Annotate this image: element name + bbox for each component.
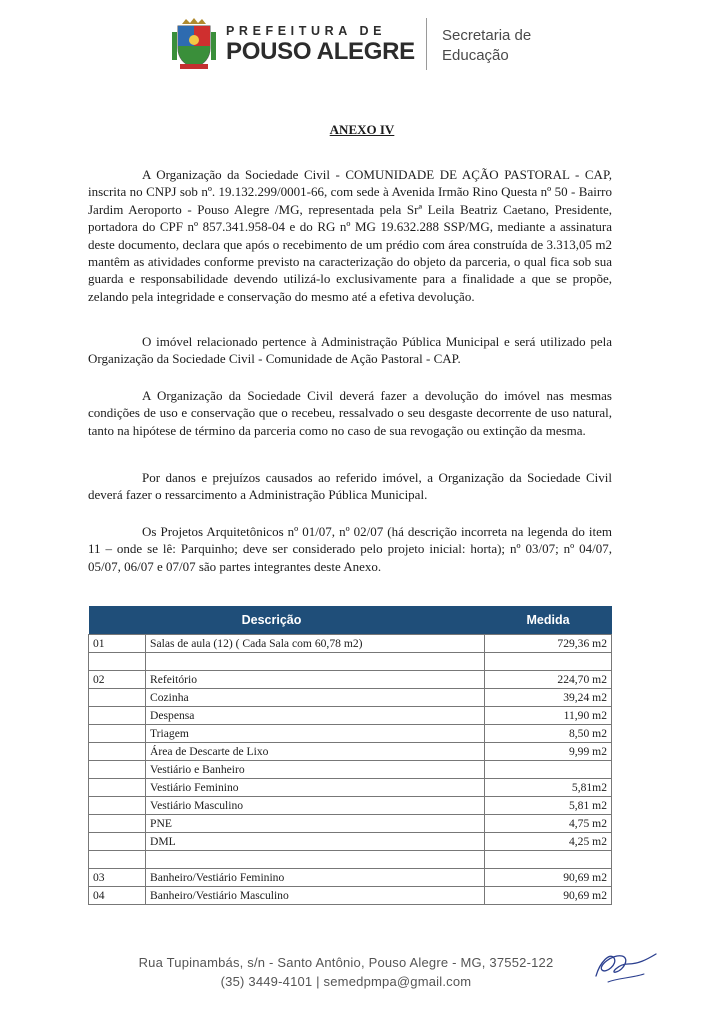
row-description: Banheiro/Vestiário Feminino	[146, 869, 485, 887]
row-number: 04	[89, 887, 146, 905]
row-measure: 224,70 m2	[485, 671, 612, 689]
row-description: Despensa	[146, 707, 485, 725]
document-title: ANEXO IV	[329, 122, 395, 137]
row-measure: 8,50 m2	[485, 725, 612, 743]
area-table	[88, 606, 612, 905]
row-description	[146, 653, 485, 671]
row-number: 02	[89, 671, 146, 689]
table-row	[89, 833, 612, 851]
row-measure: 729,36 m2	[485, 635, 612, 653]
row-description	[146, 851, 485, 869]
table-row	[89, 671, 612, 689]
row-number: 03	[89, 869, 146, 887]
table-row	[89, 725, 612, 743]
row-number	[89, 707, 146, 725]
prefeitura-label: PREFEITURA DE	[226, 24, 387, 38]
row-description: Vestiário Masculino	[146, 797, 485, 815]
row-measure: 39,24 m2	[485, 689, 612, 707]
coat-of-arms-icon	[172, 18, 216, 70]
row-description: DML	[146, 833, 485, 851]
row-measure: 9,99 m2	[485, 743, 612, 761]
table-row	[89, 707, 612, 725]
row-number	[89, 851, 146, 869]
paragraph-declaration: A Organização da Sociedade Civil - COMUNIDADE DE AÇÃO PASTORAL - CAP, inscrita no CNPJ sob nº. 19.132.299/0001-66, com sede à Avenida Irmão Rino Questa nº 50 - Bairro Jardim Aeroporto - Pouso Alegre /MG, representada pela Srª Leila Beatriz Caetano, Presidente, portadora do CPF nº 857.341.958-04 e do RG nº MG 19.632.288 SSP/MG, mediante a assinatura deste documento, declara que após o recebimento de um prédio com área construída de 3.313,05 m2 mantêm as atividades conforme previsto na caracterização do objeto da parceria, o qual fica sob sua guarda e responsabilidade devendo utilizá-lo exclusivamente para a finalidade a que se propõe, zelando pela integridade e conservação do mesmo até a efetiva devolução.	[88, 167, 612, 304]
row-description: Refeitório	[146, 671, 485, 689]
row-number	[89, 743, 146, 761]
row-number	[89, 653, 146, 671]
table-row	[89, 815, 612, 833]
table-row	[89, 887, 612, 905]
table-row	[89, 689, 612, 707]
table-row	[89, 779, 612, 797]
row-measure: 4,75 m2	[485, 815, 612, 833]
row-measure	[485, 851, 612, 869]
table-row	[89, 635, 612, 653]
paragraph-ownership: O imóvel relacionado pertence à Administração Pública Municipal e será utilizado pela Organização da Sociedade Civil - Comunidade de Ação Pastoral - CAP.	[88, 334, 612, 367]
header-medida: Medida	[485, 606, 612, 635]
table-row	[89, 869, 612, 887]
row-measure	[485, 653, 612, 671]
table-row	[89, 851, 612, 869]
row-measure: 11,90 m2	[485, 707, 612, 725]
row-number	[89, 833, 146, 851]
row-description: Área de Descarte de Lixo	[146, 743, 485, 761]
paragraph-return: A Organização da Sociedade Civil deverá fazer a devolução do imóvel nas mesmas condições de uso e conservação que o recebeu, ressalvado o seu desgaste decorrente de uso natural, tanto na hipótese de término da parceria como no caso de sua revogação ou extinção da mesma.	[88, 388, 612, 438]
row-description: Vestiário e Banheiro	[146, 761, 485, 779]
header-descricao: Descrição	[89, 606, 485, 635]
row-description: Triagem	[146, 725, 485, 743]
secretaria-label: Secretaria de	[442, 27, 532, 44]
row-number: 01	[89, 635, 146, 653]
table-row	[89, 653, 612, 671]
row-description: PNE	[146, 815, 485, 833]
row-number	[89, 815, 146, 833]
letterhead	[172, 14, 572, 74]
row-number	[89, 797, 146, 815]
row-number	[89, 725, 146, 743]
paragraph-damages: Por danos e prejuízos causados ao referido imóvel, a Organização da Sociedade Civil deverá fazer o ressarcimento a Administração Pública Municipal.	[88, 470, 612, 503]
row-description: Banheiro/Vestiário Masculino	[146, 887, 485, 905]
row-measure: 5,81 m2	[485, 797, 612, 815]
row-number	[89, 779, 146, 797]
row-measure: 4,25 m2	[485, 833, 612, 851]
row-measure: 90,69 m2	[485, 887, 612, 905]
table-row	[89, 761, 612, 779]
paragraph-projects: Os Projetos Arquitetônicos nº 01/07, nº 02/07 (há descrição incorreta na legenda do item 11 – onde se lê: Parquinho; deve ser considerado pelo projeto inicial: horta); nº 03/07; nº 04/07, 05/07, 06/07 e 07/07 são partes integrantes deste Anexo.	[88, 524, 612, 574]
table-header-row	[89, 606, 612, 635]
row-measure: 5,81m2	[485, 779, 612, 797]
row-number	[89, 761, 146, 779]
footer-contact: (35) 3449-4101 | semedpmpa@gmail.com	[220, 974, 472, 989]
table-row	[89, 797, 612, 815]
header-divider	[426, 18, 427, 70]
row-measure: 90,69 m2	[485, 869, 612, 887]
footer-address: Rua Tupinambás, s/n - Santo Antônio, Pouso Alegre - MG, 37552-122	[138, 955, 554, 970]
row-description: Vestiário Feminino	[146, 779, 485, 797]
handwritten-signature-icon	[588, 944, 660, 988]
city-name: POUSO ALEGRE	[226, 38, 415, 65]
row-description: Cozinha	[146, 689, 485, 707]
row-description: Salas de aula (12) ( Cada Sala com 60,78 m2)	[146, 635, 485, 653]
table-row	[89, 743, 612, 761]
secretaria-name: Educação	[442, 47, 509, 64]
row-number	[89, 689, 146, 707]
row-measure	[485, 761, 612, 779]
